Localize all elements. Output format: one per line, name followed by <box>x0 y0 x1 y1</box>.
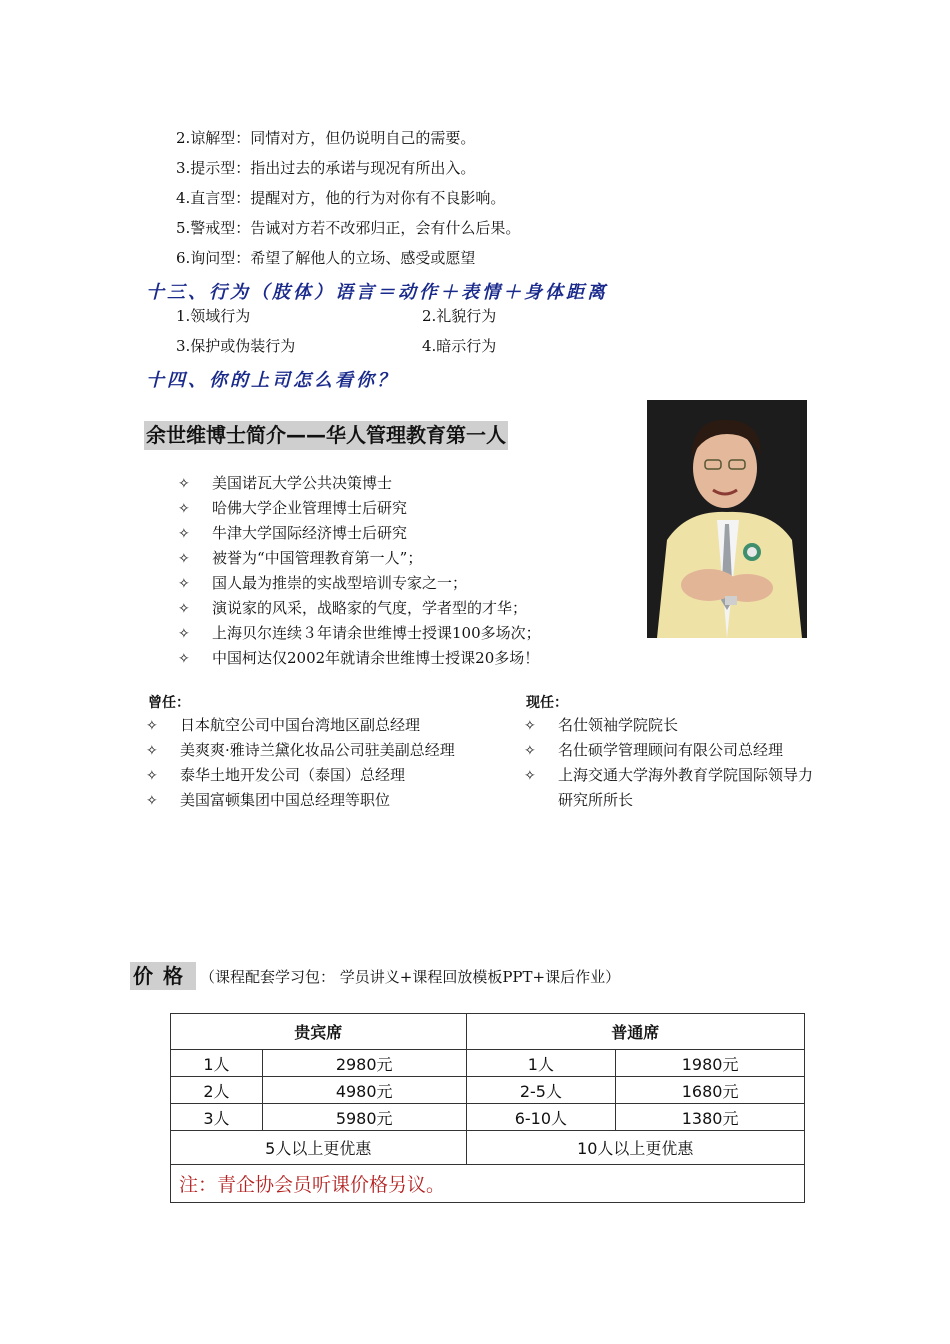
diamond-bullet-icon: ✧ <box>178 651 190 667</box>
member-note-row <box>171 1165 805 1203</box>
bio-item: ✧ 美国诺瓦大学公共决策博士 <box>178 474 393 492</box>
price-note: （课程配套学习包： 学员讲义+课程回放模板PPT+课后作业） <box>200 968 621 986</box>
diamond-bullet-icon: ✧ <box>178 501 190 517</box>
former-item: ✧ 泰华土地开发公司（泰国）总经理 <box>146 766 406 784</box>
diamond-bullet-icon: ✧ <box>178 626 190 642</box>
portrait-photo <box>647 400 807 638</box>
list-item: 3.提示型：指出过去的承诺与现况有所出入。 <box>176 159 476 177</box>
price-table <box>170 1013 805 1203</box>
current-item: ✧ 名仕硕学管理顾问有限公司总经理 <box>524 741 784 759</box>
vip-price: 5980元 <box>262 1104 466 1131</box>
table-row <box>171 1050 805 1077</box>
vip-qty: 2人 <box>171 1077 263 1104</box>
bio-title: 余世维博士简介——华人管理教育第一人 <box>144 421 508 450</box>
current-item: ✧ 名仕领袖学院院长 <box>524 716 679 734</box>
former-item: ✧ 美爽爽·雅诗兰黛化妆品公司驻美副总经理 <box>146 741 455 759</box>
vip-header: 贵宾席 <box>171 1014 467 1050</box>
bio-item: ✧ 中国柯达仅2002年就请余世维博士授课20多场！ <box>178 649 540 667</box>
diamond-bullet-icon: ✧ <box>524 718 536 734</box>
price-label: 价格 <box>130 962 196 990</box>
bio-item: ✧ 牛津大学国际经济博士后研究 <box>178 524 408 542</box>
list-item: 4.暗示行为 <box>422 337 497 355</box>
list-item: 5.警戒型：告诫对方若不改邪归正，会有什么后果。 <box>176 219 521 237</box>
table-row <box>171 1104 805 1131</box>
former-label: 曾任： <box>148 695 190 711</box>
diamond-bullet-icon: ✧ <box>146 793 158 809</box>
member-note: 注：青企协会员听课价格另议。 <box>171 1165 805 1203</box>
regular-price: 1680元 <box>616 1077 805 1104</box>
list-item: 3.保护或伪装行为 <box>176 337 296 355</box>
regular-qty: 6-10人 <box>466 1104 616 1131</box>
bio-item: ✧ 被誉为“中国管理教育第一人”； <box>178 549 423 567</box>
bio-item: ✧ 演说家的风采，战略家的气度，学者型的才华； <box>178 599 528 617</box>
regular-header: 普通席 <box>466 1014 804 1050</box>
regular-price: 1380元 <box>616 1104 805 1131</box>
list-item: 2.礼貌行为 <box>422 307 497 325</box>
diamond-bullet-icon: ✧ <box>146 718 158 734</box>
regular-discount: 10人以上更优惠 <box>466 1131 804 1165</box>
vip-price: 2980元 <box>262 1050 466 1077</box>
former-item: ✧ 日本航空公司中国台湾地区副总经理 <box>146 716 421 734</box>
vip-discount: 5人以上更优惠 <box>171 1131 467 1165</box>
bio-item: ✧ 上海贝尔连续３年请余世维博士授课100多场次； <box>178 624 541 642</box>
current-item: ✧ 上海交通大学海外教育学院国际领导力 <box>524 766 814 784</box>
table-header-row <box>171 1014 805 1050</box>
diamond-bullet-icon: ✧ <box>524 768 536 784</box>
list-item: 1.领域行为 <box>176 307 251 325</box>
regular-price: 1980元 <box>616 1050 805 1077</box>
section-13-heading: 十三、行为（肢体）语言＝动作＋表情＋身体距离 <box>146 282 608 303</box>
diamond-bullet-icon: ✧ <box>178 551 190 567</box>
list-item: 4.直言型：提醒对方，他的行为对你有不良影响。 <box>176 189 506 207</box>
current-item-continued: 研究所所长 <box>558 791 634 809</box>
discount-row <box>171 1131 805 1165</box>
vip-qty: 3人 <box>171 1104 263 1131</box>
bio-item: ✧ 国人最为推崇的实战型培训专家之一； <box>178 574 468 592</box>
regular-qty: 2-5人 <box>466 1077 616 1104</box>
list-item: 2.谅解型：同情对方，但仍说明自己的需要。 <box>176 129 476 147</box>
vip-price: 4980元 <box>262 1077 466 1104</box>
diamond-bullet-icon: ✧ <box>146 768 158 784</box>
diamond-bullet-icon: ✧ <box>178 476 190 492</box>
diamond-bullet-icon: ✧ <box>178 526 190 542</box>
vip-qty: 1人 <box>171 1050 263 1077</box>
current-label: 现任： <box>526 695 568 711</box>
diamond-bullet-icon: ✧ <box>524 743 536 759</box>
list-item: 6.询问型：希望了解他人的立场、感受或愿望 <box>176 249 476 267</box>
portrait-illustration <box>647 400 807 638</box>
diamond-bullet-icon: ✧ <box>178 601 190 617</box>
former-item: ✧ 美国富顿集团中国总经理等职位 <box>146 791 391 809</box>
diamond-bullet-icon: ✧ <box>178 576 190 592</box>
diamond-bullet-icon: ✧ <box>146 743 158 759</box>
table-row <box>171 1077 805 1104</box>
bio-item: ✧ 哈佛大学企业管理博士后研究 <box>178 499 408 517</box>
section-14-heading: 十四、你的上司怎么看你？ <box>146 370 398 391</box>
regular-qty: 1人 <box>466 1050 616 1077</box>
